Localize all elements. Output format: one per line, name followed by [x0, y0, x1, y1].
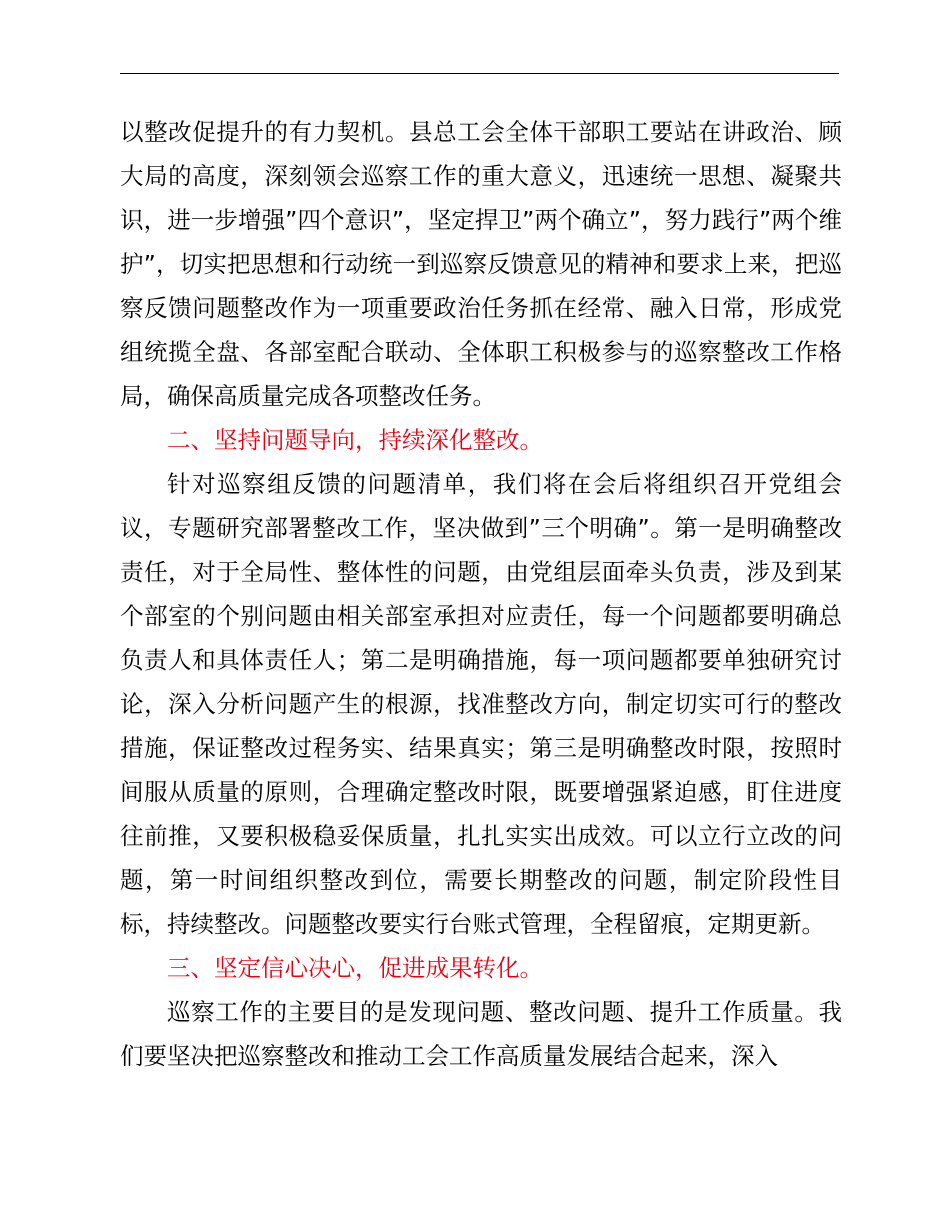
section-heading-3: 三、坚定信心决心，促进成果转化。 [167, 954, 543, 982]
paragraph-results: 巡察工作的主要目的是发现问题、整改问题、提升工作质量。我们要坚决把巡察整改和推动工会工作高质量发展结合起来，深入 [120, 998, 842, 1070]
header-rule [120, 73, 839, 74]
paragraph-rectification: 针对巡察组反馈的问题清单，我们将在会后将组织召开党组会议，专题研究部署整改工作，坚决做到”三个明确”。第一是明确整改责任，对于全局性、整体性的问题，由党组层面牵头负责，涉及到某个部室的个别问题由相关部室承担对应责任，每一个问题都要明确总负责人和具体责任人；第二是明确措施，每一项问题都要单独研究讨论，深入分析问题产生的根源，找准整改方向，制定切实可行的整改措施，保证整改过程务实、结果真实；第三是明确整改时限，按照时间服从质量的原则，合理确定整改时限，既要增强紧迫感，盯住进度往前推，又要积极稳妥保质量，扎扎实实出成效。可以立行立改的问题，第一时间组织整改到位，需要长期整改的问题，制定阶段性目标，持续整改。问题整改要实行台账式管理，全程留痕，定期更新。 [120, 470, 842, 938]
section-heading-2: 二、坚持问题导向，持续深化整改。 [167, 426, 543, 454]
document-body [120, 110, 842, 1078]
paragraph-continuation: 以整改促提升的有力契机。县总工会全体干部职工要站在讲政治、顾大局的高度，深刻领会巡察工作的重大意义，迅速统一思想、凝聚共识，进一步增强”四个意识”，坚定捍卫”两个确立”，努力践行”两个维护”，切实把思想和行动统一到巡察反馈意见的精神和要求上来，把巡察反馈问题整改作为一项重要政治任务抓在经常、融入日常，形成党组统揽全盘、各部室配合联动、全体职工积极参与的巡察整改工作格局，确保高质量完成各项整改任务。 [120, 118, 842, 410]
